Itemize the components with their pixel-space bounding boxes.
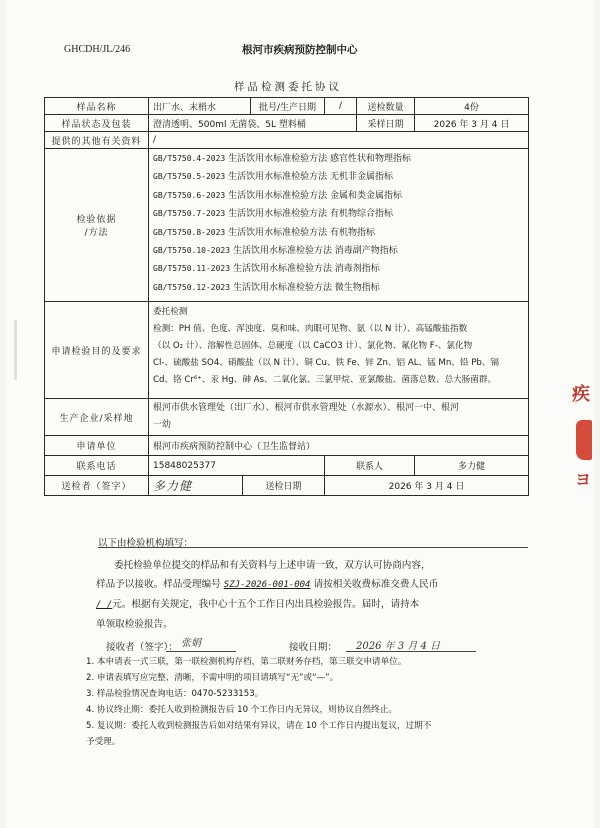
receive-date-value: 2026 年 3 月 4 日 bbox=[356, 641, 441, 652]
producer-value bbox=[149, 399, 529, 436]
receiver-label: 接收者（签字）： bbox=[106, 642, 178, 653]
basis-line: GB/T5750.6-2023 生活饮用水标准检验方法 金属和类金属指标 bbox=[153, 190, 402, 201]
scan-edge-mark bbox=[14, 320, 17, 380]
quantity-value: 4份 bbox=[415, 98, 529, 115]
basis-line: GB/T5750.5-2023 生活饮用水标准检验方法 无机非金属指标 bbox=[153, 172, 393, 183]
applicant-value: 根河市疾病预防控制中心（卫生监督站） bbox=[149, 436, 529, 456]
phone-value: 15848025377 bbox=[149, 456, 325, 476]
form-title: 样品检测委托协议 bbox=[234, 81, 342, 93]
document-code: GHCDH/JL/246 bbox=[64, 44, 131, 55]
note-item: 5. 复议期：委托人收到检测报告后如对结果有异议，请在 10 个工作日内提出复议，过期不 bbox=[86, 721, 432, 731]
other-info-value: / bbox=[149, 132, 529, 149]
basis-line: GB/T5750.10-2023 生活饮用水标准检验方法 消毒副产物指标 bbox=[153, 245, 398, 256]
purpose-line: Cd、铬 Cr⁶⁺、汞 Hg、砷 As、二氧化氯、三氯甲烷、亚氯酸盐、菌落总数、总大肠菌群。 bbox=[153, 375, 497, 385]
document-page bbox=[6, 0, 594, 828]
purpose-line: 委托检测 bbox=[153, 307, 188, 317]
para-line-2: 样品予以接收。样品受理编号 SZJ-2026-001-004 请按相关收费标准交费人民币 bbox=[96, 579, 439, 590]
sample-name-value: 出厂水、末梢水 bbox=[149, 98, 251, 115]
notes-list bbox=[86, 654, 526, 750]
basis-list bbox=[149, 149, 529, 302]
sample-state-label: 样品状态及包装 bbox=[45, 115, 149, 132]
red-stamp-fragment-top: 疾 bbox=[572, 384, 590, 405]
note-item: 4. 协议终止期：委托人收到检测报告后 10 个工作日内无异议，则协议自然终止。 bbox=[86, 705, 397, 715]
receive-date-underline bbox=[346, 651, 476, 652]
acceptance-number: SZJ-2026-001-004 bbox=[223, 580, 311, 590]
organization-name: 根河市疾病预防控制中心 bbox=[242, 44, 358, 56]
note-item: 1. 本申请表一式三联，第一联检测机构存档，第二联财务存档，第三联交申请单位。 bbox=[86, 657, 407, 667]
basis-line: GB/T5750.7-2023 生活饮用水标准检验方法 有机物综合指标 bbox=[153, 209, 393, 220]
quantity-label: 送检数量 bbox=[357, 98, 415, 115]
sampling-date-label: 采样日期 bbox=[357, 115, 415, 132]
fee-value: / / bbox=[96, 600, 113, 610]
note-item: 3. 样品检验情况查询电话：0470-5233153。 bbox=[86, 689, 264, 699]
purpose-label: 申请检验目的及要求 bbox=[45, 302, 149, 399]
red-stamp-fragment-middle bbox=[576, 420, 592, 460]
applicant-label: 申请单位 bbox=[45, 436, 149, 456]
batch-value: / bbox=[325, 98, 357, 115]
note-item: 予受理。 bbox=[86, 737, 121, 747]
phone-label: 联系电话 bbox=[45, 456, 149, 476]
receiver-signature: 张娟 bbox=[181, 638, 201, 649]
basis-line: GB/T5750.11-2023 生活饮用水标准检验方法 消毒剂指标 bbox=[153, 264, 380, 275]
submitter-label: 送检者（签字） bbox=[45, 476, 149, 496]
para-line-1: 委托检验单位提交的样品和有关资料与上述申请一致，双方认可协商内容， bbox=[114, 560, 431, 571]
basis-label bbox=[45, 149, 149, 302]
producer-label: 生产企业/采样地 bbox=[45, 399, 149, 436]
lab-section-heading: 以下由检验机构填写： bbox=[98, 538, 194, 549]
lab-paragraph bbox=[96, 556, 524, 634]
sample-name-label: 样品名称 bbox=[45, 98, 149, 115]
submitter-signature: 多力健 bbox=[149, 476, 243, 496]
request-form-table bbox=[44, 97, 529, 496]
basis-label-line-2: /方法 bbox=[84, 228, 109, 238]
basis-line: GB/T5750.12-2023 生活饮用水标准检验方法 微生物指标 bbox=[153, 282, 380, 293]
note-item: 2. 申请表填写应完整、清晰，不需申明的项目请填写“无”或“—”。 bbox=[86, 673, 339, 683]
receive-date-label: 接收日期： bbox=[289, 642, 337, 653]
purpose-value bbox=[149, 302, 529, 399]
contact-label: 联系人 bbox=[325, 456, 415, 476]
submit-date-label: 送检日期 bbox=[243, 476, 325, 496]
para-line-4: 单领取检验报告。 bbox=[96, 619, 173, 630]
red-stamp-fragment-bottom: ヨ bbox=[575, 470, 592, 489]
basis-label-line-1: 检验依据 bbox=[76, 215, 117, 225]
producer-line-2: 一幼 bbox=[153, 420, 172, 430]
contact-value: 多力健 bbox=[415, 456, 529, 476]
submit-date-value: 2026 年 3 月 4 日 bbox=[325, 476, 529, 496]
sampling-date-value: 2026 年 3 月 4 日 bbox=[415, 115, 529, 132]
purpose-line: Cl-、硫酸盐 SO4、硝酸盐（以 N 计）、铜 Cu、铁 Fe、锌 Zn、铝 AL、锰 Mn、铅 Pb、镉 bbox=[153, 358, 500, 368]
producer-line-1: 根河市供水管理处（出厂水）、根河市供水管理处（水源水）、根河一中、根河 bbox=[153, 403, 460, 413]
basis-line: GB/T5750.4-2023 生活饮用水标准检验方法 感官性状和物理指标 bbox=[153, 154, 411, 164]
section-divider bbox=[98, 547, 528, 548]
basis-line: GB/T5750.8-2023 生活饮用水标准检验方法 有机物指标 bbox=[153, 227, 375, 238]
para-line-3: / /元。根据有关规定，我中心十五个工作日内出具检验报告。届时，请持本 bbox=[96, 599, 420, 610]
purpose-line: 检测：PH 值、色度、浑浊度、臭和味、肉眼可见物、氨（以 N 计）、高锰酸盐指数 bbox=[153, 324, 468, 334]
receiver-underline bbox=[166, 651, 236, 652]
sample-state-value: 澄清透明、500ml 无菌袋、5L 塑料桶 bbox=[149, 115, 357, 132]
purpose-line: （以 O₂ 计）、溶解性总固体、总硬度（以 CaCO3 计）、氯化物、氟化物 F-、氯化物 bbox=[153, 341, 473, 351]
other-info-label: 提供的其他有关资料 bbox=[45, 132, 149, 149]
batch-label: 批号/生产日期 bbox=[251, 98, 325, 115]
